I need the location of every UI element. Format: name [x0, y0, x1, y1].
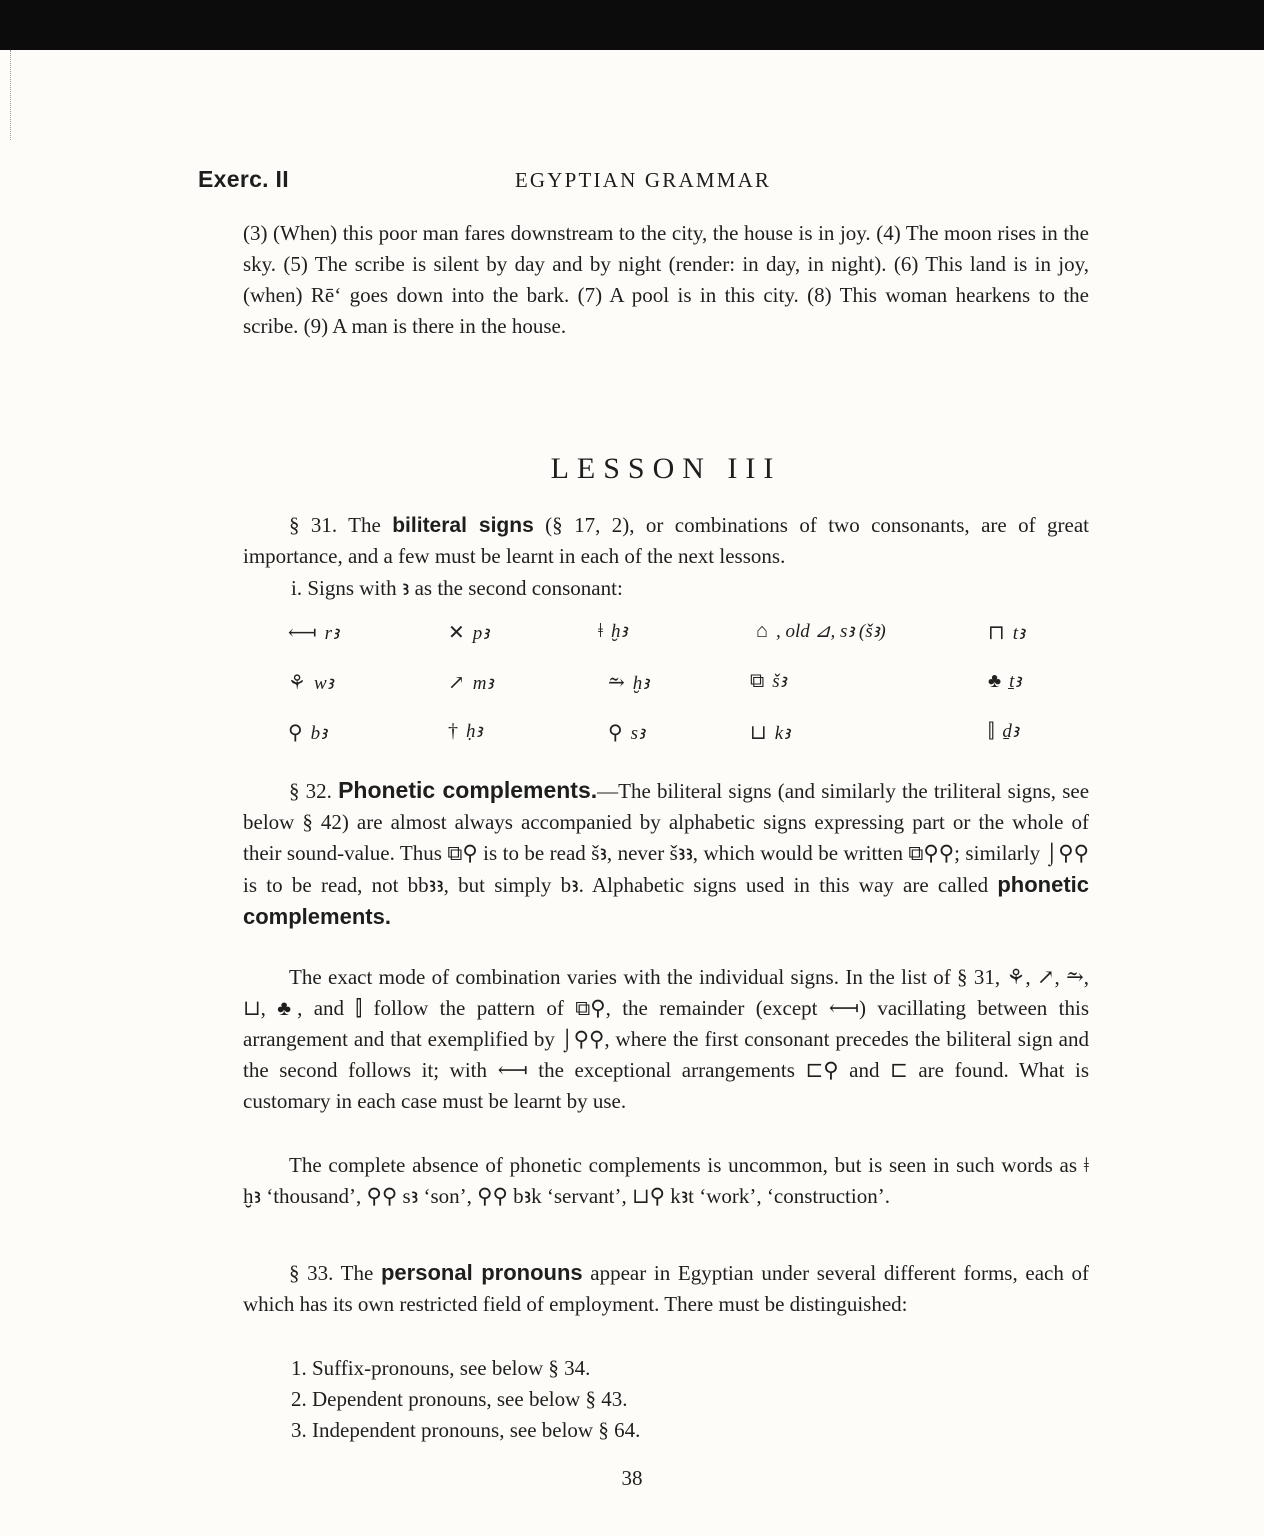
pronoun-list-item: 2. Dependent pronouns, see below § 43.	[291, 1387, 628, 1411]
scan-top-border	[0, 0, 1264, 50]
sign-value: ḏꜣ	[1002, 721, 1019, 742]
hieroglyph-icon: ⊔	[750, 722, 767, 744]
sign-entry	[608, 720, 645, 745]
sign-entry	[448, 620, 489, 645]
hieroglyph-icon: ♣	[988, 670, 1002, 692]
section-33	[243, 1257, 1089, 1320]
section-31	[243, 510, 1089, 572]
section-32-term: Phonetic complements.	[338, 777, 598, 803]
hieroglyph-icon: ⚲	[288, 722, 303, 744]
lesson-title: LESSON III	[550, 452, 782, 485]
sign-value: kꜣ	[774, 723, 790, 744]
scan-edge-mark	[0, 50, 11, 140]
page-number: 38	[621, 1466, 643, 1490]
section-31-text: (§ 17, 2), or combinations of two consonants, are of great importance, and a few must be learnt in each of the next lessons.	[243, 513, 1089, 568]
sign-entry	[988, 720, 1019, 743]
sign-value: , old ⊿, sꜣ (šꜣ)	[776, 621, 886, 642]
sign-entry	[988, 670, 1021, 693]
sign-value: sꜣ	[630, 723, 645, 744]
sign-value: wꜣ	[313, 673, 334, 694]
sign-entry	[448, 720, 482, 743]
section-32	[243, 775, 1089, 933]
sign-entry	[288, 720, 327, 745]
header-exercise-label: Exerc. II	[198, 166, 289, 192]
hieroglyph-icon: ⧉	[750, 670, 765, 692]
hieroglyph-icon: ⟻	[288, 622, 317, 644]
exercise-paragraph: (3) (When) this poor man fares downstream to the city, the house is in joy. (4) The moon rises in the sky. (5) The scribe is silent by day and by night (render: in day, in night). (6) This land is in joy, (when) Rē‘ goes down into the bark. (7) A pool is in this city. (8) This woman hearkens to the scribe. (9) A man is there in the house.	[243, 221, 1089, 338]
section-33-pre: The	[333, 1261, 381, 1285]
sign-entry	[448, 670, 493, 695]
hieroglyph-icon: ǂ	[598, 620, 603, 642]
section-32-paragraph-2: The exact mode of combination varies with the individual signs. In the list of § 31, ⚘, ↗, ⥲, ⊔, ♣, and ⫿ follow the pattern of ⧉⚲, the remainder (except ⟻) vacillating between this arrangement and that exemplified by ⌡⚲⚲, where the first consonant precedes the biliteral sign and the second follows it; with ⟻ the exceptional arrangements ⊏⚲ and ⊏ are found. What is customary in each case must be learnt by use.	[243, 965, 1089, 1113]
sign-entry	[608, 670, 649, 695]
section-32-paragraph-3: The complete absence of phonetic complements is uncommon, but is seen in such words as ǂ ḫꜣ ‘thousand’, ⚲⚲ sꜣ ‘son’, ⚲⚲ bꜣk ‘servant’, ⊔⚲ kꜣt ‘work’, ‘construction’.	[243, 1153, 1089, 1208]
section-33-number: § 33.	[289, 1261, 334, 1285]
hieroglyph-icon: ⊓	[988, 622, 1005, 644]
sign-value: ḥꜣ	[466, 721, 483, 742]
section-32-term-2: phonetic complements.	[243, 872, 1089, 929]
section-33-text: appear in Egyptian under several different forms, each of which has its own restricted field of employment. There must be distinguished:	[243, 1261, 1089, 1316]
biliteral-sign-table	[288, 620, 1088, 760]
sign-entry	[288, 620, 339, 645]
hieroglyph-icon: ✕	[448, 622, 465, 644]
section-32-text: —The biliteral signs (and similarly the triliteral signs, see below § 42) are almost always accompanied by alphabetic signs expressing part or the whole of their sound-value. Thus ⧉⚲ is to be read šꜣ, never šꜣꜣ, which would be written ⧉⚲⚲; similarly ⌡⚲⚲ is to be read, not bbꜣꜣ, but simply bꜣ. Alphabetic signs used in this way are called	[243, 779, 1090, 897]
sign-entry	[288, 670, 333, 695]
section-31-term: biliteral signs	[392, 514, 534, 537]
hieroglyph-icon: ⚘	[288, 672, 306, 694]
pronoun-list-item: 3. Independent pronouns, see below § 64.	[291, 1418, 641, 1442]
sign-entry	[750, 720, 790, 745]
sign-entry	[988, 620, 1025, 645]
hieroglyph-icon: †	[448, 720, 458, 742]
section-33-term: personal pronouns	[380, 1260, 583, 1285]
sign-value: ṯꜣ	[1009, 671, 1022, 692]
section-31-number: § 31.	[289, 513, 338, 537]
sign-value: šꜣ	[772, 671, 787, 692]
pronoun-list-item: 1. Suffix-pronouns, see below § 34.	[291, 1356, 591, 1380]
sign-value: bꜣ	[310, 723, 327, 744]
sign-value: tꜣ	[1012, 623, 1025, 644]
hieroglyph-icon: ⚲	[608, 722, 623, 744]
sign-value: ḫꜣ	[632, 673, 650, 694]
sign-value: mꜣ	[472, 673, 494, 694]
sign-value: ḫꜣ	[610, 621, 628, 642]
sign-value: pꜣ	[472, 623, 490, 644]
hieroglyph-icon: ⥲	[608, 672, 625, 694]
header-book-title: EGYPTIAN GRAMMAR	[514, 168, 772, 192]
sign-entry	[598, 620, 627, 643]
sign-entry	[756, 620, 886, 643]
running-header	[198, 166, 1088, 198]
section-31-pre: The	[337, 513, 393, 537]
section-32-number: § 32.	[289, 779, 332, 803]
sign-value: rꜣ	[324, 623, 339, 644]
sign-entry	[750, 670, 786, 693]
hieroglyph-icon: ↗	[448, 672, 465, 694]
hieroglyph-icon: ⫿	[988, 720, 995, 742]
hieroglyph-icon: ⌂	[756, 620, 769, 642]
section-31-list-intro: i. Signs with ꜣ as the second consonant:	[291, 576, 623, 600]
